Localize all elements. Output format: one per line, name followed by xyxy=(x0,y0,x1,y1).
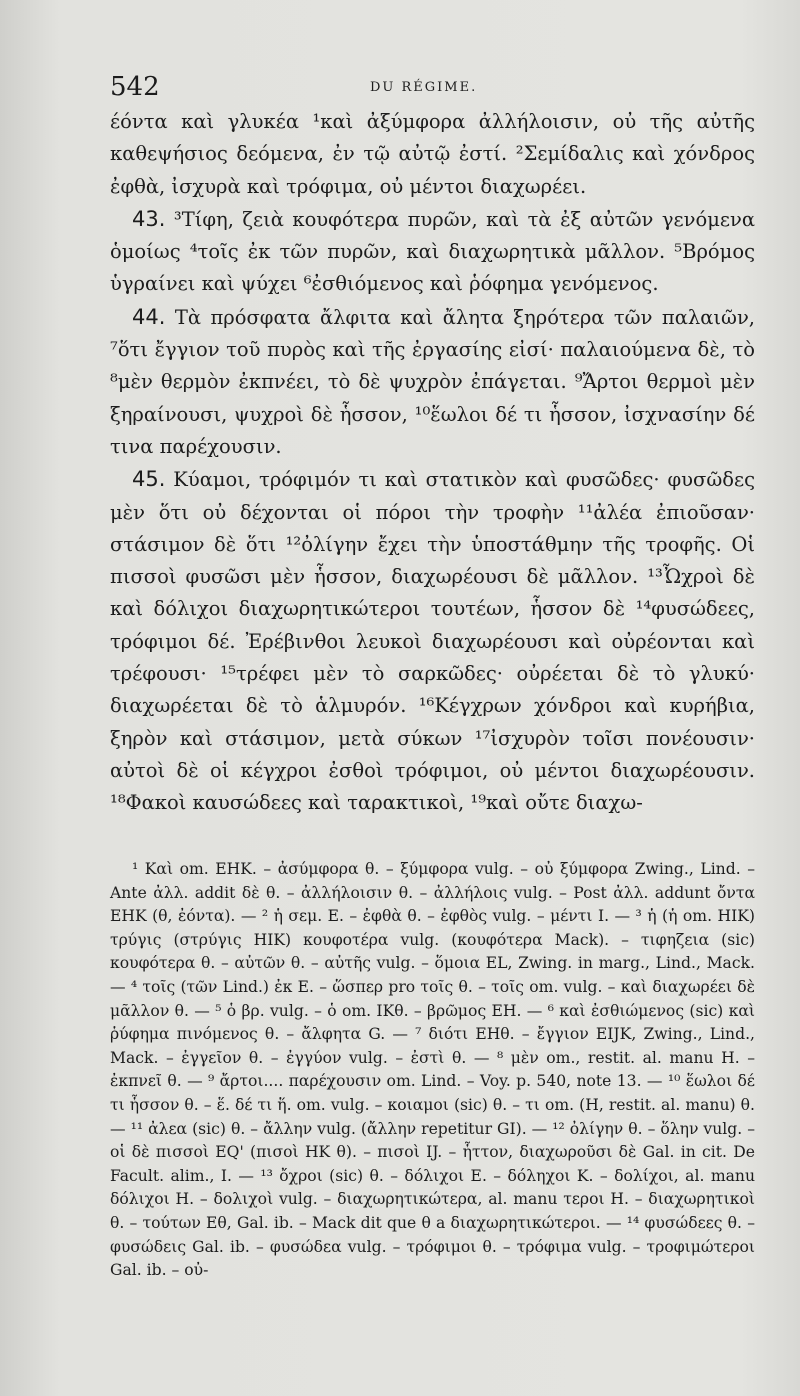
paragraph-continuation xyxy=(110,106,755,203)
running-head: DU RÉGIME. xyxy=(370,80,478,95)
paragraph-text: Τὰ πρόσφατα ἄλφιτα καὶ ἄλητα ξηρότερα τῶν παλαιῶν, ⁷ὅτι ἔγγιον τοῦ πυρὸς καὶ τῆς ἐργασίης εἰσί· παλαιούμενα δὲ, τὸ ⁸μὲν θερμὸν ἐκπνέει, τὸ δὲ ψυχρὸν ἐπάγεται. ⁹Ἄρτοι θερμοὶ μὲν ξηραίνουσι, ψυχροὶ δὲ ἧσσον, ¹⁰ἕωλοι δέ τι ἧσσον, ἰσχνασίην δέ τινα παρέχουσιν. xyxy=(110,305,755,458)
paragraph-text: έόντα καὶ γλυκέα ¹καὶ ἀξύμφορα ἀλλήλοισιν, οὐ τῆς αὐτῆς καθεψήσιος δεόμενα, ἐν τῷ αὐτῷ ἐστί. ²Σεμίδαλις καὶ χόνδρος ἐφθὰ, ἰσχυρὰ καὶ τρόφιμα, οὐ μέντοι διαχωρέει. xyxy=(110,110,755,198)
main-text xyxy=(110,106,755,820)
paragraph-text: Κύαμοι, τρόφιμόν τι καὶ στατικὸν καὶ φυσῶδες· φυσῶδες μὲν ὅτι οὐ δέχονται οἱ πόροι τὴν τροφὴν ¹¹ἀλέα ἐπιοῦσαν· στάσιμον δὲ ὅτι ¹²ὀλίγην ἔχει τὴν ὑποστάθμην τῆς τροφῆς. Οἱ πισσοὶ φυσῶσι μὲν ἧσσον, διαχωρέουσι δὲ μᾶλλον. ¹³Ὦχροὶ δὲ καὶ δόλιχοι διαχωρητικώτεροι τουτέων, ἧσσον δὲ ¹⁴φυσώδεες, τρόφιμοι δέ. Ἐρέβινθοι λευκοὶ διαχωρέουσι καὶ οὐρέονται καὶ τρέφουσι· ¹⁵τρέφει μὲν τὸ σαρκῶδες· οὐρέεται δὲ τὸ γλυκύ· διαχωρέεται δὲ τὸ ἁλμυρόν. ¹⁶Κέγχρων χόνδροι καὶ κυρήβια, ξηρὸν καὶ στάσιμον, μετὰ σύκων ¹⁷ἰσχυρὸν τοῖσι πονέουσιν· αὐτοὶ δὲ οἱ κέγχροι ἐσθοὶ τρόφιμοι, οὐ μέντοι διαχωρέουσιν. ¹⁸Φακοὶ καυσώδεες καὶ ταρακτικοὶ, ¹⁹καὶ οὔτε διαχω- xyxy=(110,468,755,815)
section-number: 44. xyxy=(132,304,166,329)
paragraph-44 xyxy=(110,301,755,463)
paragraph-text: ³Τίφη, ζειὰ κουφότερα πυρῶν, καὶ τὰ ἐξ αὐτῶν γενόμενα ὁμοίως ⁴τοῖς ἐκ τῶν πυρῶν, καὶ διαχωρητικὰ μᾶλλον. ⁵Βρόμος ὑγραίνει καὶ ψύχει ⁶ἐσθιόμενος καὶ ῥόφημα γενόμενος. xyxy=(110,207,755,296)
section-number: 45. xyxy=(132,467,166,492)
page-number: 542 xyxy=(110,72,160,102)
paragraph-43 xyxy=(110,203,755,301)
footnotes xyxy=(110,858,755,1283)
footnotes-text: ¹ Καὶ om. EHK. – ἀσύμφορα θ. – ξύμφορα vulg. – οὐ ξύμφορα Zwing., Lind. – Ante ἀλλ. addit δὲ θ. – ἀλλήλοισιν θ. – ἀλλήλοις vulg. – Post ἀλλ. addunt ὄντα EHK (θ, ἐόντα). — ² ἡ σεμ. E. – ἐφθὰ θ. – ἐφθὸς vulg. – μέντι I. — ³ ἡ (ἡ om. HIK) τρύγις (στρύγις HIK) κουφοτέρα vulg. (κουφότερα Mack). – τιφηζεια (sic) κουφότερα θ. – αὐτῶν θ. – αὐτῆς vulg. – ὅμοια EL, Zwing. in marg., Lind., Mack. — ⁴ τοῖς (τῶν Lind.) ἐκ E. – ὥσπερ pro τοῖς θ. – τοῖς om. vulg. – καὶ διαχωρέει δὲ μᾶλλον θ. — ⁵ ὁ βρ. vulg. – ὁ om. IKθ. – βρῶμος EH. — ⁶ καὶ ἐσθιώμενος (sic) καὶ ῥύφημα πινόμενος θ. – ἄλφητα G. — ⁷ διότι EHθ. – ἔγγιον EIJK, Zwing., Lind., Mack. – ἐγγεῖον θ. – ἐγγύον vulg. – ἐστὶ θ. — ⁸ μὲν om., restit. al. manu H. – ἐκπνεῖ θ. — ⁹ ἄρτοι.... παρέχουσιν om. Lind. – Voy. p. 540, note 13. — ¹⁰ ἕωλοι δέ τι ἧσσον θ. – ἕ. δέ τι ἥ. om. vulg. – κοιαμοι (sic) θ. – τι om. (H, restit. al. manu) θ. — ¹¹ ἀλεα (sic) θ. – ἄλλην vulg. (ἄλλην repetitur GI). — ¹² ὀλίγην θ. – ὅλην vulg. – οἱ δὲ πισσοὶ EQ' (πισοὶ HK θ). – πισοὶ IJ. – ἧττον, διαχωροῦσι δὲ Gal. in cit. De Facult. alim., I. — ¹³ ὄχροι (sic) θ. – δόλιχοι E. – δόληχοι K. – δολίχοι, al. manu δόλιχοι H. – δολιχοὶ vulg. – διαχωρητικώτερα, al. manu τεροι H. – διαχωρητικοὶ θ. – τούτων Eθ, Gal. ib. – Mack dit que θ a διαχωρητικώτεροι. — ¹⁴ φυσώδεες θ. – φυσώδεις Gal. ib. – φυσώδεα vulg. – τρόφιμοι θ. – τρόφιμα vulg. – τροφιμώτεροι Gal. ib. – οὐ- xyxy=(110,860,755,1280)
paragraph-45 xyxy=(110,463,755,819)
page-header xyxy=(110,72,750,108)
section-number: 43. xyxy=(132,206,166,231)
